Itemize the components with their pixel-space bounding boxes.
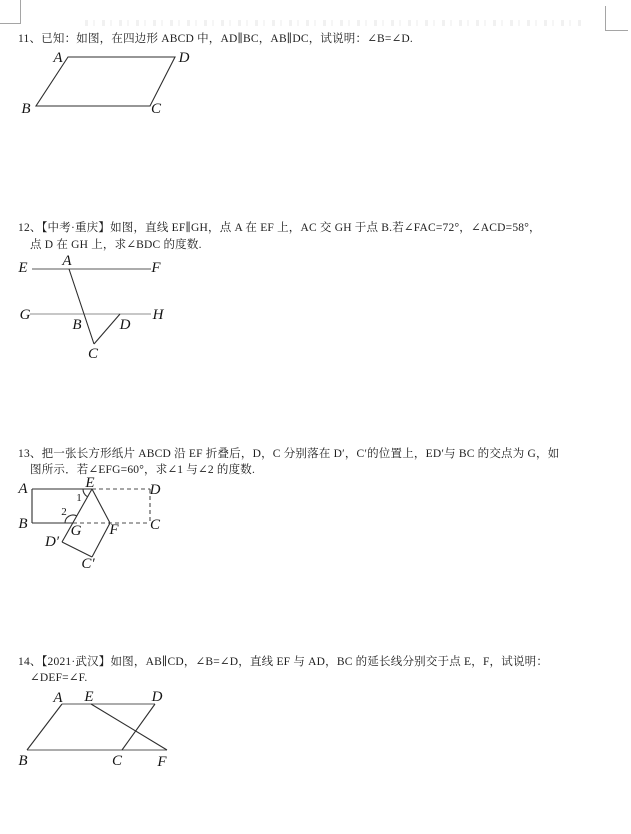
problem-13-text-line-2: 图所示．若∠EFG=60°，求∠1 与∠2 的度数.	[30, 464, 256, 476]
vertex-label-g: G	[19, 307, 31, 323]
segment-ef	[91, 704, 167, 750]
segment-ab	[27, 704, 62, 750]
vertex-label-c: C	[150, 101, 162, 117]
diagram-problem-13	[0, 475, 200, 578]
vertex-label-d-prime: D′	[44, 534, 60, 550]
problem-13-text-line-1: 13、把一张长方形纸片 ABCD 沿 EF 折叠后，D，C 分别落在 D′，C′的位置上，ED′与 BC 的交点为 G，如	[18, 448, 560, 460]
vertex-label-d: D	[178, 50, 190, 66]
problem-14-text-line-1: 14、【2021·武汉】如图，AB∥CD，∠B=∠D，直线 EF 与 AD，BC 的延长线分别交于点 E，F，试说明：	[18, 656, 549, 668]
vertex-label-f: F	[109, 522, 119, 538]
vertex-label-a: A	[18, 481, 28, 497]
vertex-label-a: A	[53, 690, 63, 706]
vertex-label-d: D	[119, 317, 131, 333]
vertex-label-d: D	[151, 689, 163, 705]
vertex-label-c: C	[111, 753, 123, 769]
vertex-label-f: F	[151, 260, 161, 276]
vertex-label-b: B	[18, 516, 28, 532]
problem-11-text-line-1: 11、已知：如图，在四边形 ABCD 中，AD∥BC，AB∥DC，试说明：∠B=∠D.	[18, 33, 414, 45]
angle-label-1: 1	[76, 492, 82, 504]
vertex-label-b: B	[18, 753, 28, 769]
diagram-problem-14	[0, 690, 220, 772]
vertex-label-b: B	[21, 101, 31, 117]
vertex-label-e: E	[84, 689, 94, 705]
diagram-problem-12	[0, 253, 200, 365]
segment-cd	[94, 314, 120, 344]
vertex-label-a: A	[53, 50, 63, 66]
segment-dprime-cprime	[62, 542, 92, 557]
fold-line-ef	[92, 489, 110, 523]
problem-12-text-line-1: 12、【中考·重庆】如图，直线 EF∥GH，点 A 在 EF 上，AC 交 GH 于点 B.若∠FAC=72°，∠ACD=58°，	[18, 222, 541, 234]
problem-12-text-line-2: 点 D 在 GH 上，求∠BDC 的度数.	[30, 239, 202, 251]
vertex-label-h: H	[152, 307, 164, 323]
vertex-label-e: E	[85, 475, 95, 491]
segment-dc	[122, 704, 155, 750]
diagram-problem-11	[0, 45, 220, 123]
vertex-label-b: B	[72, 317, 82, 333]
vertex-label-c: C	[149, 517, 161, 533]
faint-bleed-through-artifact	[85, 20, 585, 26]
vertex-label-a: A	[62, 253, 72, 269]
vertex-label-d: D	[149, 482, 161, 498]
angle-label-2: 2	[61, 506, 67, 518]
vertex-label-g: G	[70, 523, 82, 539]
vertex-label-e: E	[18, 260, 28, 276]
vertex-label-f: F	[157, 754, 167, 770]
vertex-label-c: C	[87, 346, 99, 362]
problem-14-text-line-2: ∠DEF=∠F.	[30, 672, 88, 684]
vertex-label-c-prime: C′	[81, 556, 95, 572]
segment-cprime-f	[92, 523, 110, 557]
